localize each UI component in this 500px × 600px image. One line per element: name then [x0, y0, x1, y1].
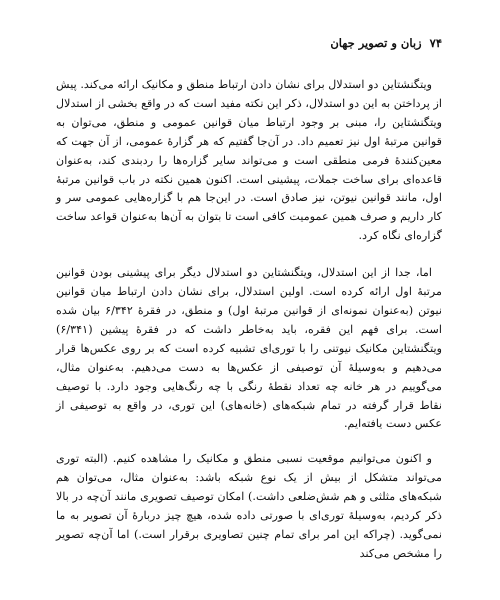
paragraph-3: و اکنون می‌توانیم موقعیت نسبی منطق و مکانیک را مشاهده کنیم. (البته توری می‌تواند متشکل از بیش از یک نوع شبکه باشد: به‌عنوان مثال، می‌توان هم شبکه‌های مثلثی و هم شش‌ضلعی داشت.) امکان توصیف تصویری مانند آن‌چه در بالا ذکر کردیم، به‌وسیلهٔ توری‌ای با صورتی داده شده، هیچ چیز دربارهٔ آن تصویر به ما نمی‌گوید. (چراکه این امر برای تمام چنین تصاویری برقرار است.) اما آن‌چه تصویر را مشخص می‌کند — [56, 452, 442, 560]
running-head — [330, 36, 442, 50]
book-title: زبان و تصویر جهان — [330, 36, 422, 50]
page-number: ۷۴ — [429, 36, 442, 50]
paragraph-1: ویتگنشتاین دو استدلال برای نشان دادن ارتباط منطق و مکانیک ارائه می‌کند. پیش از پرداختن به این دو استدلال، ذکر این نکته مفید است که در واقع بخشی از استدلال ویتگنشتاین را، مبنی بر وجود ارتباط میان قوانین عمومی و منطق، می‌توان به قوانین مرتبهٔ اول نیز تعمیم داد. در آن‌جا گفتیم که هر گزارهٔ عمومی، از آن جهت که معین‌کنندهٔ فرمی منطقی است و می‌تواند سایر گزاره‌ها را ردبندی کند، به‌عنوان قاعده‌ای برای ساخت جملات، پیشینی است. اکنون همین نکته در باب قوانین مرتبهٔ اول، مانند قوانین نیوتن، نیز صادق است. در این‌جا هم با گزاره‌هایی عمومی سر و کار داریم و صرف همین عمومیت کافی است تا بتوان به آن‌ها به‌عنوان قواعد ساخت گزاره‌ای نگاه کرد. — [56, 78, 442, 243]
paragraph-2: اما، جدا از این استدلال، ویتگنشتاین دو استدلال دیگر برای پیشینی بودن قوانین مرتبهٔ اول ارائه کرده است. اولین استدلال، برای نشان دادن ارتباط میان قوانین نیوتن (به‌عنوان نمونه‌ای از قوانین مرتبهٔ اول) و منطق، در فقرهٔ ۶/۳۴۲ بیان شده است. برای فهم این فقره، باید به‌خاطر داشت که در فقرهٔ پیشین (۶/۳۴۱) ویتگنشتاین مکانیک نیوتنی را با توری‌ای تشبیه کرده است که بر روی عکس‌ها قرار می‌دهیم و به‌وسیلهٔ آن توصیفی از عکس‌ها به دست می‌دهیم. به‌عنوان مثال، می‌گوییم در هر خانه چه تعداد نقطهٔ رنگی با چه رنگ‌هایی وجود دارد. با توصیف نقاط قرار گرفته در تمام شبکه‌های (خانه‌های) این توری، در واقع به توصیفی از عکس دست یافته‌ایم. — [56, 266, 442, 431]
body-text — [56, 76, 442, 564]
